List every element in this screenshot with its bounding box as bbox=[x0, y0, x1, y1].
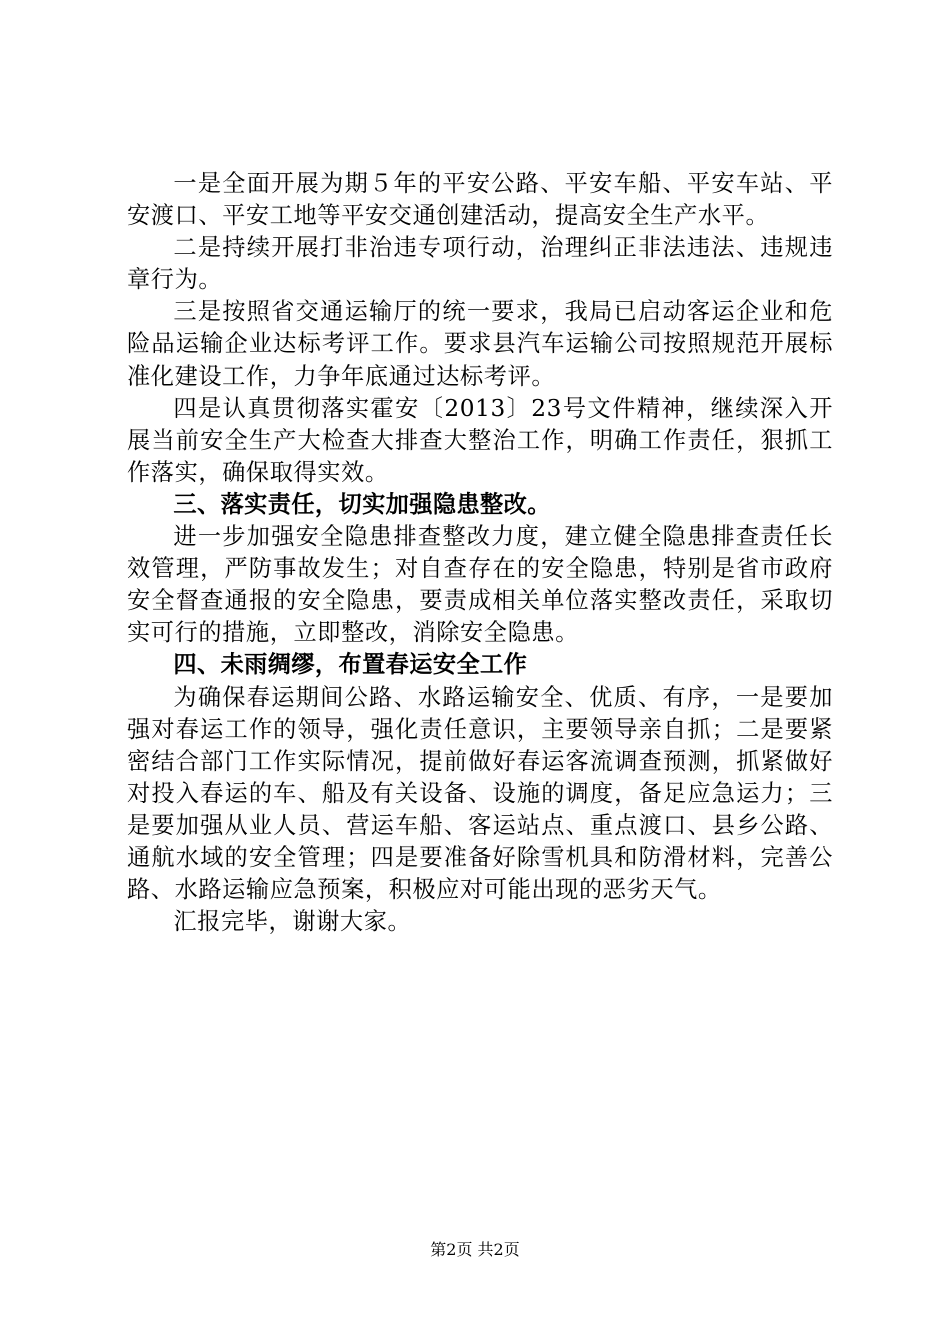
section-4-paragraph: 为确保春运期间公路、水路运输安全、优质、有序，一是要加强对春运工作的领导，强化责任意识，主要领导亲自抓；二是要紧密结合部门工作实际情况，提前做好春运客流调查预测，抓紧做好对投入春运的车、船及有关设备、设施的调度，备足应急运力；三是要加强从业人员、营运车船、客运站点、重点渡口、县乡公路、通航水域的安全管理；四是要准备好除雪机具和防滑材料，完善公路、水路运输应急预案，积极应对可能出现的恶劣天气。 bbox=[127, 683, 833, 904]
paragraph-item-1: 一是全面开展为期５年的平安公路、平安车船、平安车站、平安渡口、平安工地等平安交通创建活动，提高安全生产水平。 bbox=[127, 170, 833, 230]
section-heading-3: 三、落实责任，切实加强隐患整改。 bbox=[173, 490, 551, 518]
paragraph-item-2: 二是持续开展打非治违专项行动，治理纠正非法违法、违规违章行为。 bbox=[127, 234, 833, 294]
paragraph-item-4: 四是认真贯彻落实霍安〔2013〕23号文件精神，继续深入开展当前安全生产大检查大排查大整治工作，明确工作责任，狠抓工作落实，确保取得实效。 bbox=[127, 394, 833, 486]
page-footer bbox=[0, 1240, 950, 1260]
section-heading-4: 四、未雨绸缪，布置春运安全工作 bbox=[173, 651, 528, 679]
section-3-paragraph: 进一步加强安全隐患排查整改力度，建立健全隐患排查责任长效管理，严防事故发生；对自查存在的安全隐患，特别是省市政府安全督查通报的安全隐患，要责成相关单位落实整改责任，采取切实可行的措施，立即整改，消除安全隐患。 bbox=[127, 523, 833, 647]
paragraph-item-3: 三是按照省交通运输厅的统一要求，我局已启动客运企业和危险品运输企业达标考评工作。要求县汽车运输公司按照规范开展标准化建设工作，力争年底通过达标考评。 bbox=[127, 298, 833, 390]
closing-line: 汇报完毕，谢谢大家。 bbox=[173, 908, 412, 936]
document-body bbox=[127, 168, 833, 938]
page-number-label: 第2页 共2页 bbox=[430, 1240, 520, 1259]
